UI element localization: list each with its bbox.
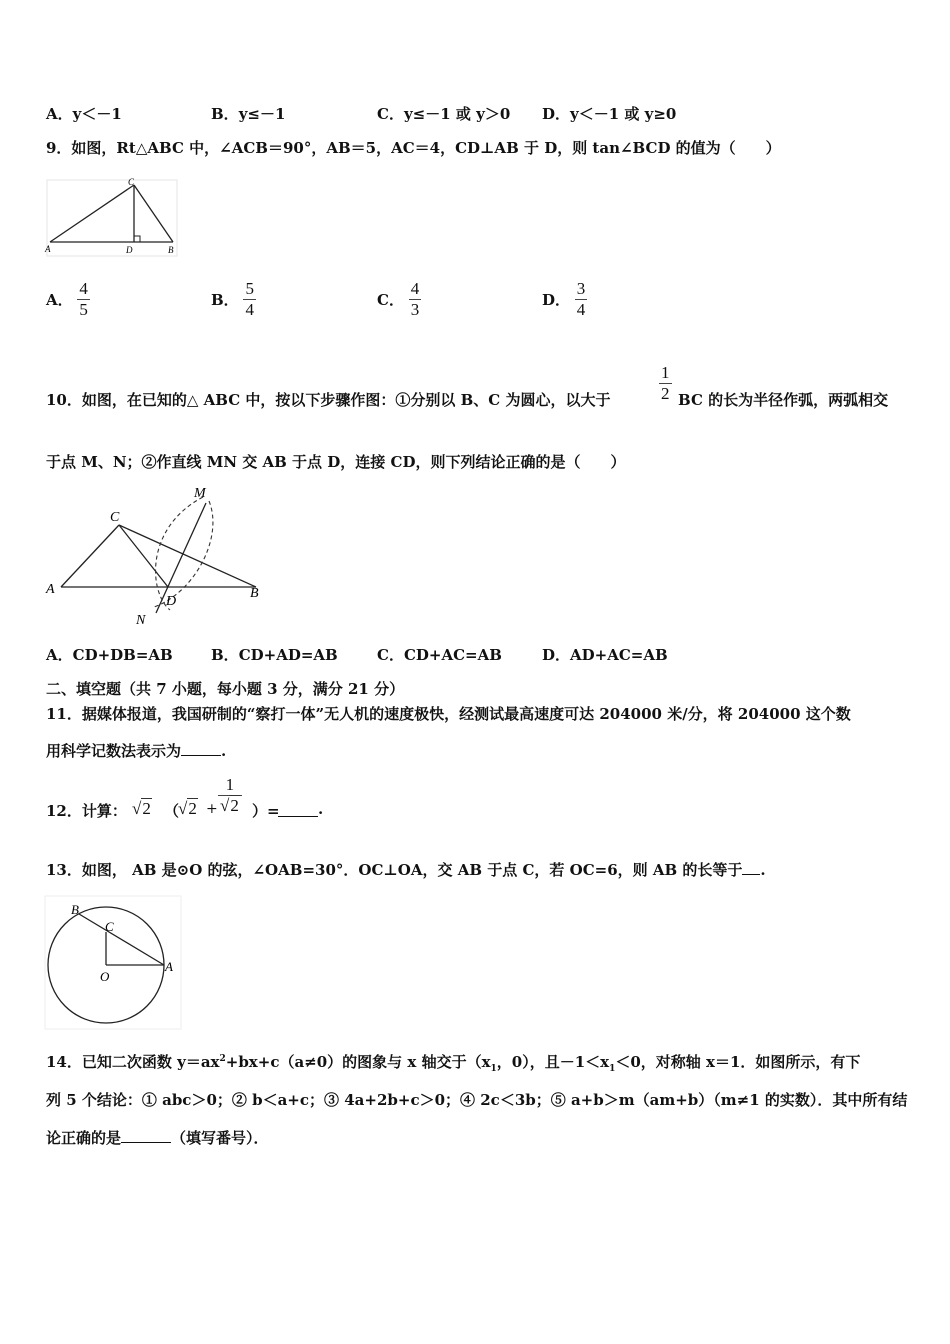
q14-answer-blank [121,1128,171,1143]
q13-label-a: A [165,959,173,974]
q10-label-n: N [136,613,146,628]
q12-fraction: $\frac{1}{√2}$ [218,775,242,816]
q10-segment-bc [119,525,256,587]
q10-option-d: D．AD+AC=AB [542,646,668,664]
q10-option-a: A．CD+DB=AB [46,646,173,664]
q14-line1: 14．已知二次函数 $y=ax^2+bx+c(a\ne 0)$的图象与 x 轴交于（$x_1$，0），且$-1<x_1<0$，对称轴 x＝1．如图所示，有下 [46,1053,861,1074]
q11-line2: 用科学记数法表示为 . [46,742,227,760]
q9-option-a: A． $\frac{4}{5}$ [46,279,88,319]
q10-segment-ac [61,525,119,587]
q10-option-c: C．CD+AC=AB [377,646,502,664]
q13-label-b: B [71,902,79,917]
q10-label-c: C [110,510,120,525]
q9-label-d: D [126,245,133,255]
q8-option-c: C．y≤－1 或 y＞0 [377,105,511,123]
q13-answer-blank [742,860,760,875]
q9-label-c: C [128,177,135,187]
q12-answer-blank [278,802,318,817]
q10-line-mn [156,503,206,613]
q8-option-a: A．y＜－1 [46,105,122,123]
q8-option-d: D．y＜－1 或 y≥0 [542,105,677,123]
q10-label-b: B [250,586,259,601]
q9-label-b: B [168,245,174,255]
q10-arc-left [156,497,203,610]
section-2-heading: 二、填空题（共 7 小题，每小题 3 分，满分 21 分） [46,680,405,698]
q12-sqrt-2: √2 [178,799,197,818]
q12-prefix: 12．计算： [46,802,127,820]
q9-figure-border [47,180,177,256]
q9-option-d: D． $\frac{3}{4}$ [542,279,586,319]
q10-label-m: M [194,486,206,501]
q11-line1: 11．据媒体报道，我国研制的“察打一体”无人机的速度极快，经测试最高速度可达 204000 米/分，将 204000 这个数 [46,705,851,723]
q10-half-fraction: $\frac{1}{2}$ [661,363,670,403]
q13-label-c: C [105,919,114,934]
q9-option-b: B． $\frac{5}{4}$ [211,279,254,319]
q8-option-b: B．y≤－1 [211,105,286,123]
q9-segment-ac [50,185,134,242]
q9-segment-bc [134,185,173,242]
q10-label-a: A [46,582,55,597]
q10-line2: 于点 M、N；②作直线 MN 交 AB 于点 D，连接 CD，则下列结论正确的是（ ） [46,453,626,471]
q13-stem: 13．如图， AB 是⊙O 的弦，∠OAB=30°．OC⊥OA，交 AB 于点 C，若 OC=6，则 AB 的长等于 . [46,861,766,879]
q10-line1-b: BC 的长为半径作弧，两弧相交 [678,391,889,409]
q12-sqrt-1: √2 [132,799,151,818]
q10-label-d: D [166,594,177,609]
q9-figure [44,176,180,258]
q9-right-angle-mark [134,236,140,242]
q9-option-c: C． $\frac{4}{3}$ [377,279,420,319]
q13-chord-ab [79,914,164,965]
q14-line3: 论正确的是 （填写番号）． [46,1129,269,1147]
q13-label-o: O [100,969,110,984]
q11-answer-blank [181,741,221,756]
q10-line1-a: 10．如图，在已知的△ ABC 中，按以下步骤作图：①分别以 B、C 为圆心，以大于 [46,391,611,409]
q13-figure [44,895,184,1031]
q10-segment-cd [119,525,168,587]
q10-option-b: B．CD+AD=AB [211,646,338,664]
q9-stem: 9．如图，Rt△ABC 中，∠ACB＝90°，AB＝5，AC＝4，CD⊥AB 于 D，则 tan∠BCD 的值为（ ） [46,139,781,157]
q14-line2: 列 5 个结论：① abc＞0；② b＜a+c；③ 4a+2b+c＞0；④ 2c＜3b；⑤ a+b＞m（am+b）（m≠1 的实数）．其中所有结 [46,1091,908,1109]
q9-label-a: A [45,244,51,254]
q10-figure [44,483,264,629]
